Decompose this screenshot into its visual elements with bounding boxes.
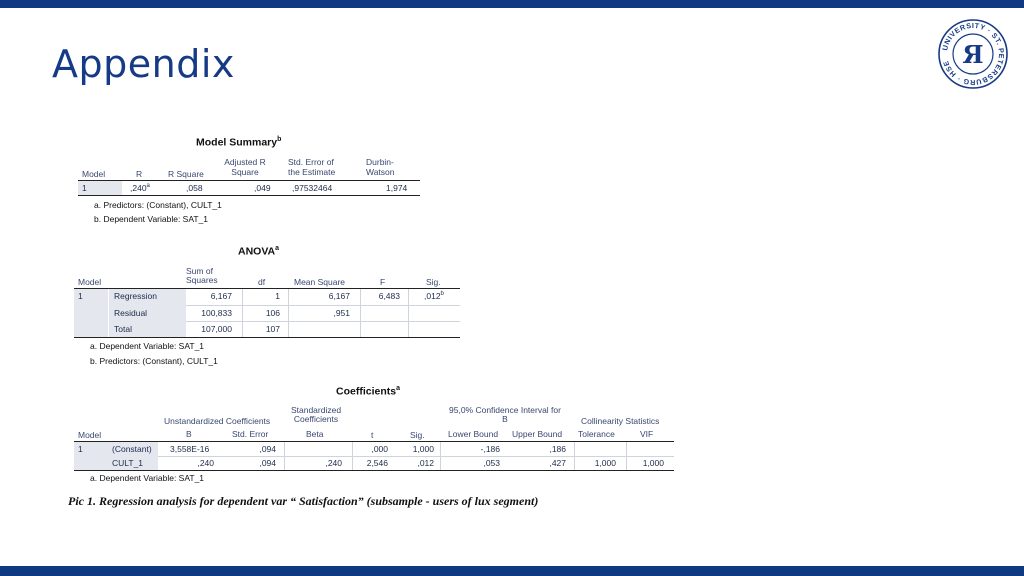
coef-header-ub: Upper Bound — [512, 429, 563, 439]
anova-row-regression-df: 1 — [275, 291, 280, 301]
coef-header-std1: Standardized — [290, 405, 342, 415]
logo-ring-text: UNIVERSITY · ST. PETERSBURG · HSE — [940, 20, 1007, 88]
coef-header-se: Std. Error — [232, 429, 269, 439]
coef-header-model: Model — [78, 430, 102, 440]
ms-header-adj1: Adjusted R — [224, 157, 266, 167]
ms-header-model: Model — [82, 169, 106, 179]
anova-row-residual-df: 106 — [265, 308, 280, 318]
top-brand-bar — [0, 0, 1024, 8]
coef-row-cult-se: ,094 — [259, 458, 276, 468]
coef-row-constant-ub: ,186 — [549, 444, 566, 454]
coef-row-constant-b: 3,558E-16 — [170, 444, 210, 454]
ms-note-b: b. Dependent Variable: SAT_1 — [94, 214, 209, 224]
coef-row-cult-tol: 1,000 — [594, 458, 616, 468]
coef-header-t: t — [371, 430, 374, 440]
anova-row-residual-label: Residual — [114, 308, 148, 318]
anova-note-a: a. Dependent Variable: SAT_1 — [90, 341, 205, 351]
ms-header-r: R — [136, 169, 143, 179]
coef-header-coll: Collinearity Statistics — [581, 416, 660, 426]
ms-row-dw: 1,974 — [386, 183, 408, 193]
coef-header-sig: Sig. — [410, 430, 425, 440]
anova-header-df: df — [258, 277, 266, 287]
coef-header-beta: Beta — [306, 429, 324, 439]
hse-university-logo — [937, 18, 1009, 90]
coef-row-constant-label: (Constant) — [112, 444, 152, 454]
coefficients-table — [74, 403, 674, 473]
ms-row-r2: ,058 — [186, 183, 203, 193]
coef-header-std2: Coefficients — [293, 414, 339, 424]
coef-row-cult-ub: ,427 — [549, 458, 566, 468]
logo-letter: Я — [962, 40, 984, 69]
anova-title: ANOVA$^a$ — [238, 245, 280, 258]
anova-row-total-df: 107 — [265, 324, 280, 334]
ms-header-dw1: Durbin- — [366, 157, 394, 167]
anova-row-regression-ss: 6,167 — [210, 291, 232, 301]
anova-note-b: b. Predictors: (Constant), CULT_1 — [90, 356, 218, 366]
coef-row-constant-lb: -,186 — [480, 444, 500, 454]
coef-note-a: a. Dependent Variable: SAT_1 — [90, 473, 205, 483]
ms-header-dw2: Watson — [366, 167, 395, 177]
coef-row-cult-beta: ,240 — [325, 458, 342, 468]
ms-note-a: a. Predictors: (Constant), CULT_1 — [94, 200, 222, 210]
anova-row-total-ss: 107,000 — [201, 324, 232, 334]
coef-header-tol: Tolerance — [578, 429, 615, 439]
coef-header-b: B — [186, 429, 192, 439]
coef-row-cult-label: CULT_1 — [112, 458, 144, 468]
bottom-brand-bar — [0, 566, 1024, 576]
coef-row-cult-sig: ,012 — [417, 458, 434, 468]
figure-caption: Pic 1. Regression analysis for dependent var “ Satisfaction” (subsample - users of lux segment) — [68, 494, 539, 508]
anova-header-model: Model — [78, 277, 102, 287]
coef-header-unstd: Unstandardized Coefficients — [164, 416, 271, 426]
anova-row-regression-sig: ,012$^b$ — [424, 291, 444, 301]
coef-header-lb: Lower Bound — [448, 429, 499, 439]
coef-header-ci1: 95,0% Confidence Interval for — [449, 405, 561, 415]
model-summary-table — [78, 154, 420, 198]
ms-header-adj2: Square — [231, 167, 259, 177]
coef-row-constant-t: ,000 — [371, 444, 388, 454]
model-summary-title: Model Summary$^b$ — [196, 136, 282, 149]
anova-row-regression-label: Regression — [114, 291, 157, 301]
ms-row-adj: ,049 — [254, 183, 271, 193]
ms-header-std1: Std. Error of — [288, 157, 334, 167]
slide-title: Appendix — [52, 42, 235, 86]
ms-header-std2: the Estimate — [288, 167, 336, 177]
anova-row-residual-ss: 100,833 — [201, 308, 232, 318]
coef-row-constant-sig: 1,000 — [412, 444, 434, 454]
anova-table — [74, 263, 460, 341]
ms-row-model: 1 — [82, 183, 87, 193]
coef-row-cult-vif: 1,000 — [642, 458, 664, 468]
anova-header-ss2: Squares — [186, 275, 218, 285]
anova-model-number: 1 — [78, 291, 83, 301]
anova-header-ms: Mean Square — [294, 277, 346, 287]
ms-row-std: ,97532464 — [292, 183, 333, 193]
anova-header-ss1: Sum of — [186, 266, 213, 276]
coef-header-ci2: B — [502, 414, 508, 424]
anova-row-residual-ms: ,951 — [333, 308, 350, 318]
anova-row-total-label: Total — [114, 324, 132, 334]
ms-row-r: ,240$^a$ — [130, 183, 150, 193]
anova-header-f: F — [380, 277, 386, 287]
coef-row-cult-t: 2,546 — [366, 458, 388, 468]
anova-header-sig: Sig. — [426, 277, 441, 287]
coef-row-cult-lb: ,053 — [483, 458, 500, 468]
coef-row-constant-se: ,094 — [259, 444, 276, 454]
anova-row-regression-f: 6,483 — [378, 291, 400, 301]
coef-row-cult-b: ,240 — [197, 458, 214, 468]
coef-header-vif: VIF — [640, 429, 654, 439]
ms-header-rsquare: R Square — [168, 169, 204, 179]
anova-row-regression-ms: 6,167 — [328, 291, 350, 301]
coefficients-title: Coefficients$^a$ — [336, 385, 400, 398]
coef-model-number: 1 — [78, 444, 83, 454]
